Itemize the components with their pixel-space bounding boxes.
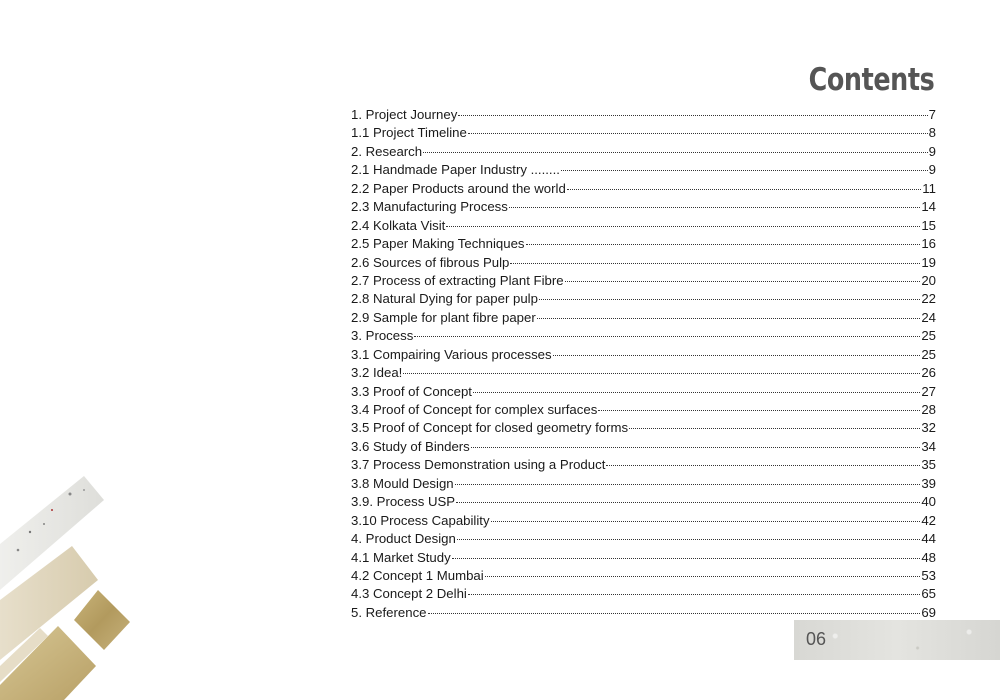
toc-entry-label: 3.3 Proof of Concept [351, 383, 472, 399]
toc-entry-label: 2.4 Kolkata Visit [351, 217, 446, 233]
page-title: Contents [808, 62, 934, 98]
toc-leader-dots [471, 446, 921, 448]
toc-entry [351, 255, 936, 273]
toc-entry-page: 15 [921, 217, 936, 233]
page-number: 06 [806, 629, 827, 649]
toc-entry-page: 11 [922, 180, 936, 196]
toc-entry [351, 107, 936, 125]
toc-leader-dots [446, 225, 920, 227]
toc-entry-label: 4. Product Design [351, 531, 456, 547]
toc-entry [351, 494, 936, 512]
toc-entry-label: 3.4 Proof of Concept for complex surfaces [351, 402, 598, 417]
toc-entry-page: 39 [921, 475, 936, 491]
toc-entry-label: 2. Research [351, 143, 423, 159]
toc-leader-dots [509, 206, 920, 208]
toc-entry-page: 22 [921, 291, 936, 307]
toc-entry [351, 402, 936, 420]
toc-entry [351, 162, 936, 180]
toc-entry-page: 20 [921, 272, 936, 288]
toc-entry-page: 44 [921, 531, 936, 547]
toc-entry [351, 347, 936, 365]
toc-leader-dots [452, 557, 921, 559]
toc-entry [351, 236, 936, 254]
toc-entry-page: 7 [928, 107, 936, 122]
toc-entry [351, 513, 936, 531]
toc-entry-page: 16 [921, 236, 936, 252]
toc-entry [351, 328, 936, 346]
toc-entry-label: 3.7 Process Demonstration using a Product [351, 457, 606, 473]
toc-leader-dots [606, 464, 920, 466]
toc-entry [351, 531, 936, 549]
toc-leader-dots [565, 280, 921, 282]
toc-entry-page: 9 [928, 143, 936, 159]
toc-entry [351, 125, 936, 143]
toc-leader-dots [403, 372, 920, 374]
paper-texture-decoration [0, 470, 140, 700]
toc-entry-page: 42 [921, 512, 936, 528]
toc-entry-label: 3. Process [351, 328, 414, 344]
toc-leader-dots [567, 188, 922, 190]
toc-entry-page: 19 [921, 254, 936, 270]
toc-entry-label: 4.2 Concept 1 Mumbai [351, 567, 484, 583]
toc-entry-page: 35 [921, 457, 936, 473]
toc-entry-label: 1.1 Project Timeline [351, 125, 467, 141]
toc-entry-page: 25 [921, 328, 936, 344]
toc-entry-label: 2.6 Sources of fibrous Pulp [351, 254, 510, 270]
toc-leader-dots [458, 114, 927, 116]
toc-entry-label: 2.5 Paper Making Techniques [351, 236, 525, 252]
toc-entry [351, 144, 936, 162]
toc-entry [351, 384, 936, 402]
toc-entry [351, 568, 936, 586]
toc-entry [351, 420, 936, 438]
toc-entry-page: 27 [921, 383, 936, 399]
toc-entry [351, 273, 936, 291]
toc-leader-dots [428, 612, 921, 614]
toc-leader-dots [539, 298, 920, 300]
toc-entry [351, 365, 936, 383]
toc-entry-label: 4.1 Market Study [351, 549, 451, 565]
toc-entry [351, 476, 936, 494]
toc-entry-page: 25 [921, 346, 936, 362]
toc-entry [351, 439, 936, 457]
toc-leader-dots [468, 132, 928, 134]
toc-entry-label: 2.1 Handmade Paper Industry ........ [351, 162, 560, 178]
toc-entry-page: 69 [921, 604, 936, 620]
toc-leader-dots [598, 409, 920, 411]
toc-entry-page: 53 [921, 567, 936, 583]
toc-leader-dots [414, 335, 920, 337]
toc-leader-dots [473, 391, 920, 393]
toc-leader-dots [526, 243, 921, 245]
toc-entry-label: 2.9 Sample for plant fibre paper [351, 309, 536, 325]
toc-leader-dots [553, 354, 921, 356]
toc-entry-page: 48 [921, 549, 936, 565]
toc-leader-dots [629, 427, 920, 429]
toc-leader-dots [468, 593, 920, 595]
toc-entry [351, 199, 936, 217]
toc-leader-dots [491, 520, 921, 522]
toc-entry-page: 26 [921, 365, 936, 381]
toc-entry-label: 4.3 Concept 2 Delhi [351, 586, 467, 602]
toc-leader-dots [455, 483, 921, 485]
toc-leader-dots [510, 262, 920, 264]
toc-leader-dots [423, 151, 928, 153]
toc-entry-page: 24 [921, 309, 936, 325]
toc-entry [351, 310, 936, 328]
toc-entry-label: 1. Project Journey [351, 107, 458, 122]
toc-entry-label: 3.1 Compairing Various processes [351, 346, 552, 362]
toc-entry-page: 65 [921, 586, 936, 602]
toc-entry [351, 457, 936, 475]
toc-entry [351, 218, 936, 236]
toc-entry [351, 586, 936, 604]
toc-entry-page: 34 [921, 438, 936, 454]
toc-entry-label: 3.9. Process USP [351, 494, 456, 510]
toc-entry [351, 291, 936, 309]
toc-leader-dots [456, 501, 920, 503]
toc-entry-label: 2.7 Process of extracting Plant Fibre [351, 272, 564, 288]
toc-entry-page: 14 [921, 199, 936, 215]
toc-entry-label: 3.10 Process Capability [351, 512, 490, 528]
page-number-box [794, 620, 1000, 660]
toc-entry-page: 40 [921, 494, 936, 510]
toc-entry-label: 5. Reference [351, 604, 427, 620]
toc-entry-label: 2.3 Manufacturing Process [351, 199, 508, 215]
toc-leader-dots [457, 538, 921, 540]
toc-entry-page: 32 [921, 420, 936, 436]
toc-entry [351, 181, 936, 199]
toc-leader-dots [485, 575, 921, 577]
toc-entry-label: 3.5 Proof of Concept for closed geometry forms [351, 420, 629, 436]
toc-leader-dots [561, 169, 928, 171]
toc-entry-label: 3.2 Idea! [351, 365, 403, 381]
toc-entry-label: 3.8 Mould Design [351, 475, 454, 491]
toc-entry-page: 9 [928, 162, 936, 178]
toc-entry-page: 28 [921, 402, 936, 417]
gold-paper-square [74, 590, 130, 650]
toc-entry-label: 3.6 Study of Binders [351, 438, 470, 454]
toc-entry-label: 2.2 Paper Products around the world [351, 180, 566, 196]
toc-leader-dots [537, 317, 921, 319]
toc-entry-label: 2.8 Natural Dying for paper pulp [351, 291, 538, 307]
table-of-contents [351, 107, 936, 623]
toc-entry-page: 8 [928, 125, 936, 141]
toc-entry [351, 550, 936, 568]
